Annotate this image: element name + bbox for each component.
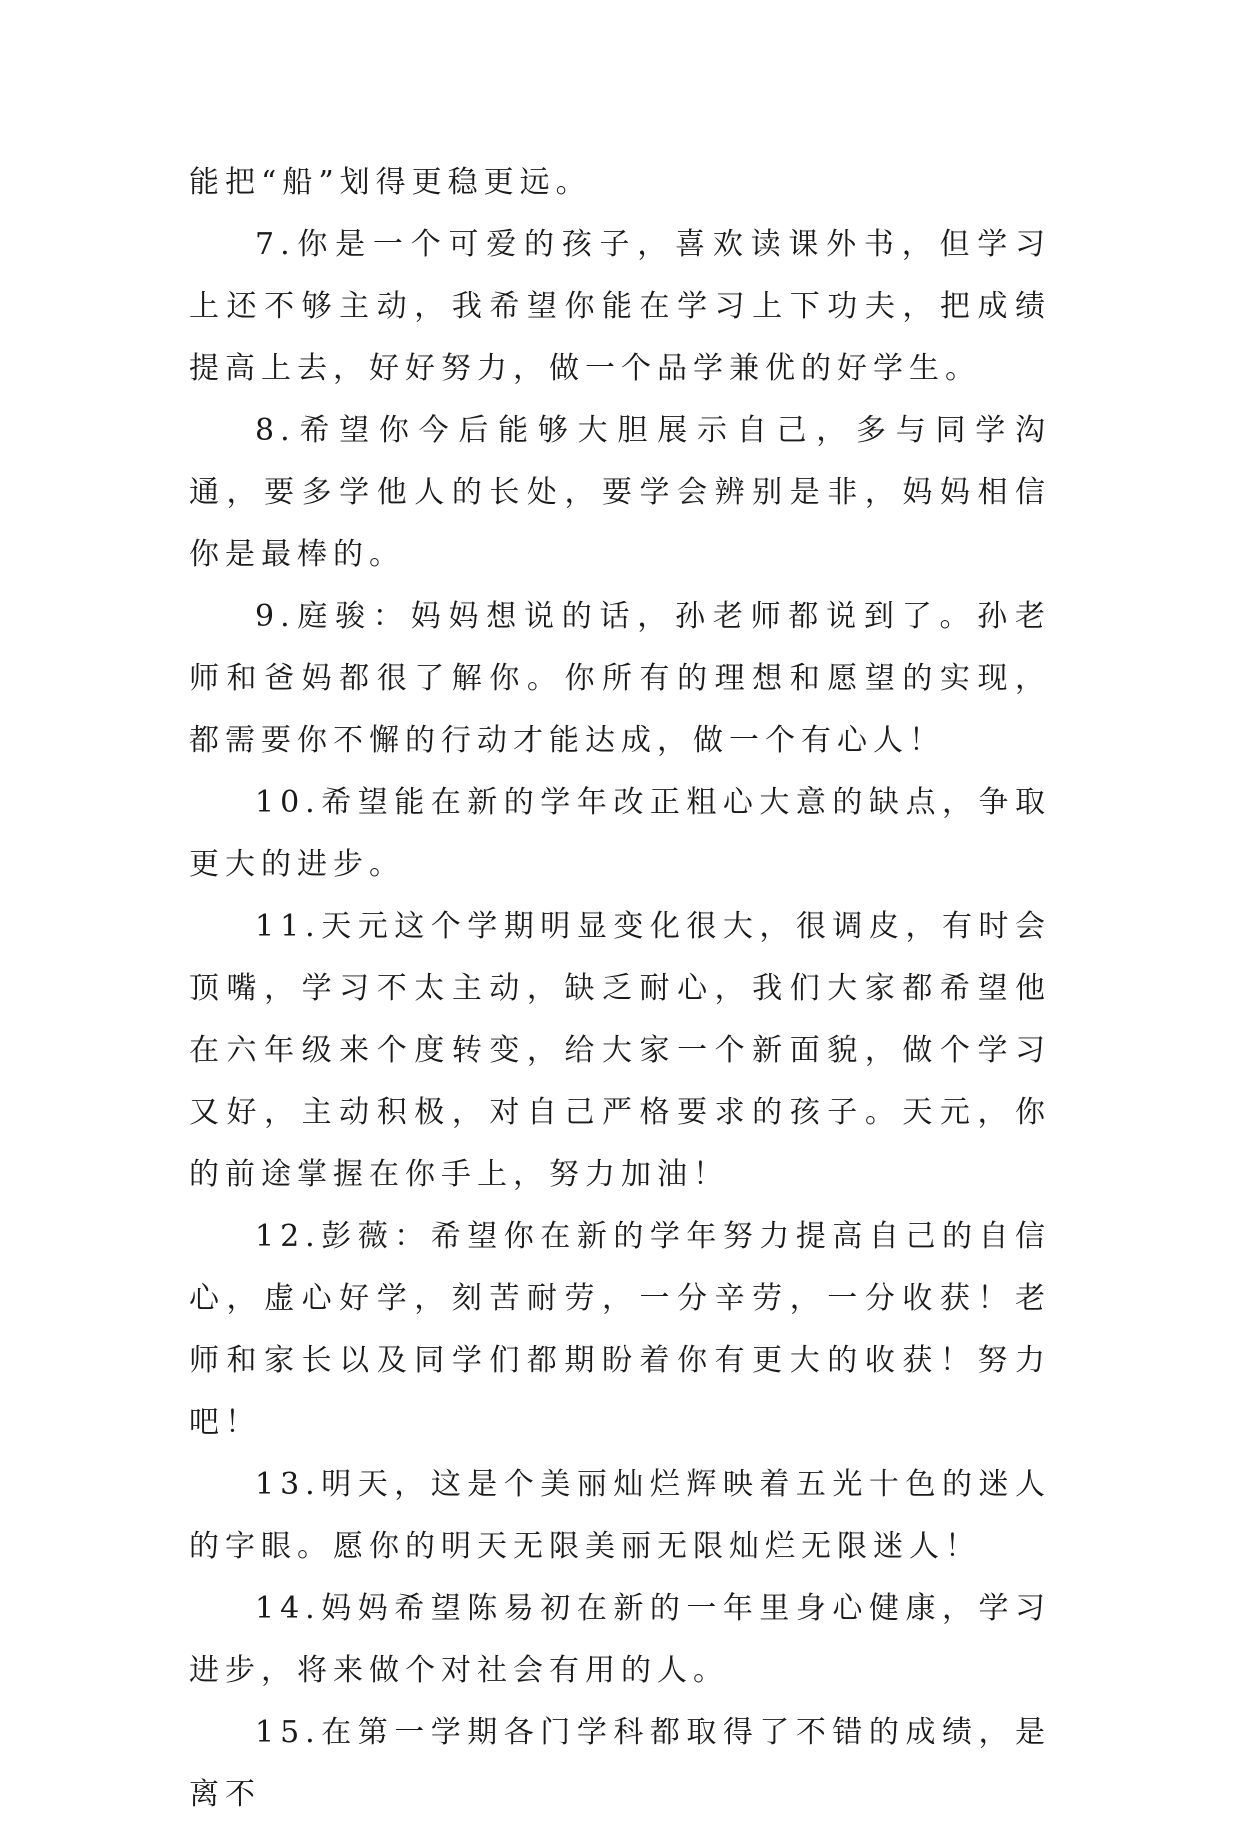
paragraph-item-15: 15.在第一学期各门学科都取得了不错的成绩，是离不	[189, 1715, 1051, 1812]
paragraph-item-14: 14.妈妈希望陈易初在新的一年里身心健康，学习进步，将来做个对社会有用的人。	[189, 1591, 1051, 1688]
paragraph-item-7: 7.你是一个可爱的孩子，喜欢读课外书，但学习上还不够主动，我希望你能在学习上下功夫，把成绩提高上去，好好努力，做一个品学兼优的好学生。	[189, 227, 1051, 386]
paragraph-continuation: 能把“船”划得更稳更远。	[189, 165, 592, 200]
document-body	[189, 152, 1051, 1826]
paragraph-item-9: 9.庭骏：妈妈想说的话，孙老师都说到了。孙老师和爸妈都很了解你。你所有的理想和愿望的实现，都需要你不懈的行动才能达成，做一个有心人！	[189, 599, 1051, 758]
paragraph-item-13: 13.明天，这是个美丽灿烂辉映着五光十色的迷人的字眼。愿你的明天无限美丽无限灿烂无限迷人！	[189, 1467, 1051, 1564]
paragraph-item-12: 12.彭薇：希望你在新的学年努力提高自己的自信心，虚心好学，刻苦耐劳，一分辛劳，一分收获！老师和家长以及同学们都期盼着你有更大的收获！努力吧！	[189, 1219, 1051, 1440]
paragraph-item-11: 11.天元这个学期明显变化很大，很调皮，有时会顶嘴，学习不太主动，缺乏耐心，我们大家都希望他在六年级来个度转变，给大家一个新面貌，做个学习又好，主动积极，对自己严格要求的孩子。天元，你的前途掌握在你手上，努力加油！	[189, 909, 1051, 1192]
paragraph-item-10: 10.希望能在新的学年改正粗心大意的缺点，争取更大的进步。	[189, 785, 1051, 882]
paragraph-item-8: 8.希望你今后能够大胆展示自己，多与同学沟通，要多学他人的长处，要学会辨别是非，妈妈相信你是最棒的。	[189, 413, 1051, 572]
